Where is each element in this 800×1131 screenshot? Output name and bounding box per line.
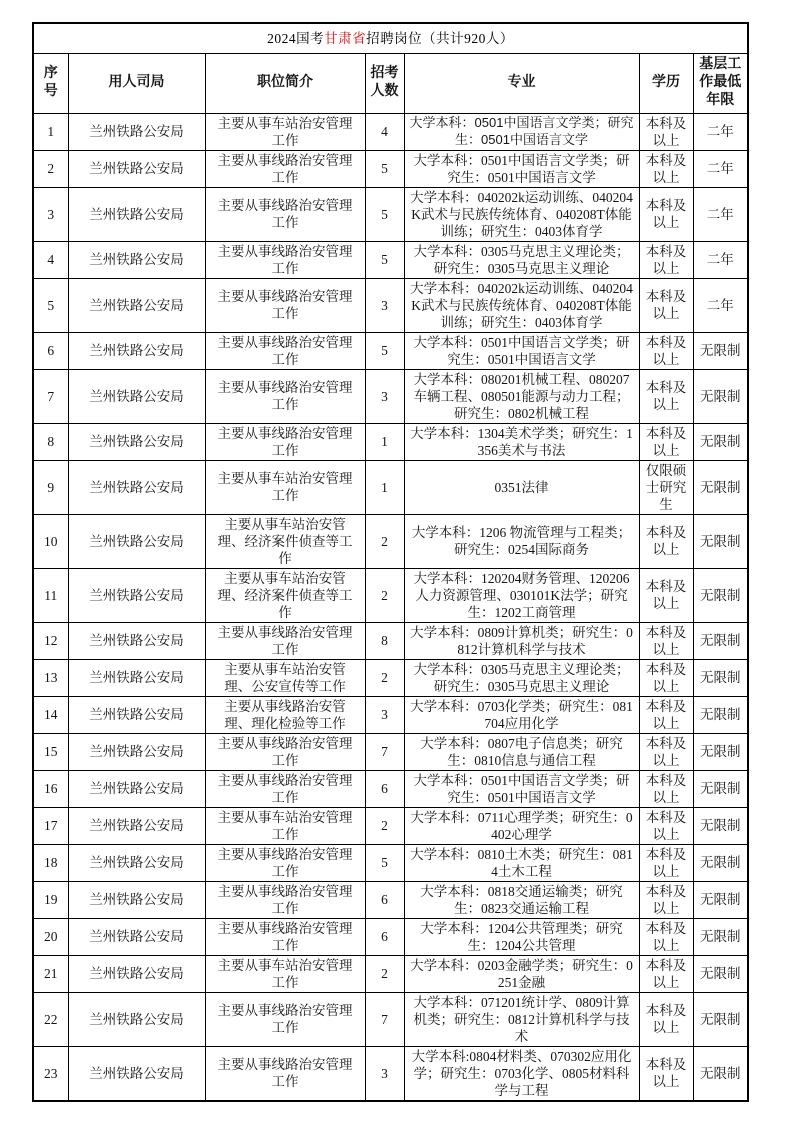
bureau-cell: 兰州铁路公安局 <box>68 881 205 918</box>
row-number-cell: 10 <box>33 514 68 568</box>
count-cell: 6 <box>365 770 404 807</box>
count-cell: 6 <box>365 881 404 918</box>
education-cell: 本科及以上 <box>639 369 693 423</box>
duty-cell: 主要从事线路治安管理工作 <box>205 881 365 918</box>
duty-cell: 主要从事车站治安管理工作 <box>205 807 365 844</box>
education-cell: 本科及以上 <box>639 278 693 332</box>
row-number-cell: 12 <box>33 622 68 659</box>
count-cell: 1 <box>365 460 404 514</box>
table-row <box>33 568 748 622</box>
education-cell: 本科及以上 <box>639 918 693 955</box>
bureau-cell: 兰州铁路公安局 <box>68 733 205 770</box>
count-cell: 3 <box>365 278 404 332</box>
table-row <box>33 514 748 568</box>
table-row <box>33 733 748 770</box>
min-years-cell: 无限制 <box>693 733 748 770</box>
table-row <box>33 460 748 514</box>
major-cell: 大学本科:0804材料类、070302应用化学；研究生：0703化学、0805材料科学与工程 <box>404 1046 639 1101</box>
table-row <box>33 955 748 992</box>
row-number-cell: 9 <box>33 460 68 514</box>
major-cell: 大学本科：1204公共管理类；研究生：1204公共管理 <box>404 918 639 955</box>
major-cell: 大学本科：0305马克思主义理论类；研究生：0305马克思主义理论 <box>404 241 639 278</box>
education-cell: 本科及以上 <box>639 770 693 807</box>
duty-cell: 主要从事线路治安管理工作 <box>205 187 365 241</box>
education-cell: 本科及以上 <box>639 514 693 568</box>
min-years-cell: 无限制 <box>693 568 748 622</box>
row-number-cell: 17 <box>33 807 68 844</box>
table-row <box>33 187 748 241</box>
duty-cell: 主要从事线路治安管理工作 <box>205 733 365 770</box>
bureau-cell: 兰州铁路公安局 <box>68 659 205 696</box>
bureau-cell: 兰州铁路公安局 <box>68 992 205 1046</box>
table-row <box>33 113 748 150</box>
education-cell: 本科及以上 <box>639 733 693 770</box>
count-cell: 2 <box>365 659 404 696</box>
title-part: 招聘岗位（共计920人） <box>366 31 514 46</box>
major-cell: 大学本科：120204财务管理、120206人力资源管理、030101K法学；研究生：1202工商管理 <box>404 568 639 622</box>
count-cell: 2 <box>365 568 404 622</box>
count-cell: 8 <box>365 622 404 659</box>
count-cell: 5 <box>365 241 404 278</box>
duty-cell: 主要从事线路治安管理工作 <box>205 278 365 332</box>
education-cell: 本科及以上 <box>639 568 693 622</box>
duty-cell: 主要从事线路治安管理工作 <box>205 992 365 1046</box>
bureau-cell: 兰州铁路公安局 <box>68 187 205 241</box>
row-number-cell: 15 <box>33 733 68 770</box>
duty-cell: 主要从事线路治安管理工作 <box>205 369 365 423</box>
title-highlight: 甘肃省 <box>324 31 367 46</box>
major-cell: 大学本科：0703化学类；研究生：081704应用化学 <box>404 696 639 733</box>
count-cell: 5 <box>365 150 404 187</box>
min-years-cell: 无限制 <box>693 514 748 568</box>
row-number-cell: 22 <box>33 992 68 1046</box>
major-cell: 大学本科：0711心理学类；研究生：0402心理学 <box>404 807 639 844</box>
education-cell: 本科及以上 <box>639 844 693 881</box>
bureau-cell: 兰州铁路公安局 <box>68 113 205 150</box>
row-number-cell: 19 <box>33 881 68 918</box>
table-row <box>33 278 748 332</box>
count-cell: 4 <box>365 113 404 150</box>
major-cell: 大学本科：080201机械工程、080207车辆工程、080501能源与动力工程；研究生：0802机械工程 <box>404 369 639 423</box>
min-years-cell: 二年 <box>693 187 748 241</box>
major-cell: 大学本科：0305马克思主义理论类；研究生：0305马克思主义理论 <box>404 659 639 696</box>
education-cell: 本科及以上 <box>639 241 693 278</box>
min-years-cell: 无限制 <box>693 369 748 423</box>
table-row <box>33 369 748 423</box>
bureau-cell: 兰州铁路公安局 <box>68 622 205 659</box>
education-cell: 本科及以上 <box>639 696 693 733</box>
row-number-cell: 6 <box>33 332 68 369</box>
education-cell: 本科及以上 <box>639 659 693 696</box>
major-cell: 大学本科：1206 物流管理与工程类；研究生：0254国际商务 <box>404 514 639 568</box>
table-row <box>33 992 748 1046</box>
count-cell: 5 <box>365 332 404 369</box>
count-cell: 1 <box>365 423 404 460</box>
education-cell: 本科及以上 <box>639 955 693 992</box>
count-cell: 5 <box>365 844 404 881</box>
duty-cell: 主要从事线路治安管理工作 <box>205 423 365 460</box>
min-years-cell: 无限制 <box>693 696 748 733</box>
bureau-cell: 兰州铁路公安局 <box>68 770 205 807</box>
duty-cell: 主要从事线路治安管理工作 <box>205 1046 365 1101</box>
duty-cell: 主要从事线路治安管理、理化检验等工作 <box>205 696 365 733</box>
education-cell: 本科及以上 <box>639 881 693 918</box>
major-cell: 大学本科：0810土木类；研究生：0814土木工程 <box>404 844 639 881</box>
table-row <box>33 770 748 807</box>
bureau-cell: 兰州铁路公安局 <box>68 918 205 955</box>
table-row <box>33 1046 748 1101</box>
education-cell: 仅限硕士研究生 <box>639 460 693 514</box>
count-cell: 7 <box>365 992 404 1046</box>
header-row <box>33 54 748 114</box>
row-number-cell: 1 <box>33 113 68 150</box>
major-cell: 0351法律 <box>404 460 639 514</box>
bureau-cell: 兰州铁路公安局 <box>68 150 205 187</box>
min-years-cell: 二年 <box>693 241 748 278</box>
row-number-cell: 13 <box>33 659 68 696</box>
count-cell: 7 <box>365 733 404 770</box>
row-number-cell: 11 <box>33 568 68 622</box>
duty-cell: 主要从事线路治安管理工作 <box>205 332 365 369</box>
recruitment-table-sheet <box>32 22 747 1102</box>
education-cell: 本科及以上 <box>639 150 693 187</box>
count-cell: 3 <box>365 369 404 423</box>
recruitment-table <box>32 22 749 1102</box>
bureau-cell: 兰州铁路公安局 <box>68 332 205 369</box>
col-header-major: 专业 <box>404 54 639 114</box>
major-cell: 大学本科：0501中国语言文学类；研究生：0501中国语言文学 <box>404 150 639 187</box>
table-row <box>33 659 748 696</box>
min-years-cell: 无限制 <box>693 423 748 460</box>
duty-cell: 主要从事车站治安管理工作 <box>205 460 365 514</box>
duty-cell: 主要从事车站治安管理、公安宣传等工作 <box>205 659 365 696</box>
major-cell: 大学本科：0807电子信息类；研究生：0810信息与通信工程 <box>404 733 639 770</box>
min-years-cell: 无限制 <box>693 881 748 918</box>
col-header-min-years: 基层工作最低年限 <box>693 54 748 114</box>
bureau-cell: 兰州铁路公安局 <box>68 423 205 460</box>
duty-cell: 主要从事车站治安管理工作 <box>205 955 365 992</box>
education-cell: 本科及以上 <box>639 1046 693 1101</box>
col-header-index: 序号 <box>33 54 68 114</box>
bureau-cell: 兰州铁路公安局 <box>68 241 205 278</box>
min-years-cell: 无限制 <box>693 622 748 659</box>
table-row <box>33 696 748 733</box>
bureau-cell: 兰州铁路公安局 <box>68 844 205 881</box>
min-years-cell: 无限制 <box>693 992 748 1046</box>
count-cell: 2 <box>365 514 404 568</box>
min-years-cell: 无限制 <box>693 918 748 955</box>
min-years-cell: 无限制 <box>693 460 748 514</box>
row-number-cell: 7 <box>33 369 68 423</box>
title-part: 2024国考 <box>267 31 325 46</box>
table-row <box>33 881 748 918</box>
major-cell: 大学本科：0501中国语言文学类；研究生：0501中国语言文学 <box>404 113 639 150</box>
title-row <box>33 23 748 54</box>
duty-cell: 主要从事车站治安管理工作 <box>205 113 365 150</box>
count-cell: 6 <box>365 918 404 955</box>
bureau-cell: 兰州铁路公安局 <box>68 1046 205 1101</box>
count-cell: 2 <box>365 955 404 992</box>
duty-cell: 主要从事线路治安管理工作 <box>205 622 365 659</box>
table-row <box>33 844 748 881</box>
count-cell: 3 <box>365 1046 404 1101</box>
page-title <box>33 23 748 54</box>
bureau-cell: 兰州铁路公安局 <box>68 514 205 568</box>
bureau-cell: 兰州铁路公安局 <box>68 369 205 423</box>
min-years-cell: 二年 <box>693 278 748 332</box>
bureau-cell: 兰州铁路公安局 <box>68 696 205 733</box>
table-row <box>33 332 748 369</box>
duty-cell: 主要从事线路治安管理工作 <box>205 150 365 187</box>
education-cell: 本科及以上 <box>639 332 693 369</box>
table-body <box>33 113 748 1101</box>
table-row <box>33 918 748 955</box>
table-row <box>33 807 748 844</box>
row-number-cell: 5 <box>33 278 68 332</box>
col-header-duty: 职位简介 <box>205 54 365 114</box>
row-number-cell: 18 <box>33 844 68 881</box>
duty-cell: 主要从事车站治安管理、经济案件侦查等工作 <box>205 514 365 568</box>
min-years-cell: 无限制 <box>693 332 748 369</box>
count-cell: 2 <box>365 807 404 844</box>
row-number-cell: 23 <box>33 1046 68 1101</box>
major-cell: 大学本科：071201统计学、0809计算机类；研究生：0812计算机科学与技术 <box>404 992 639 1046</box>
bureau-cell: 兰州铁路公安局 <box>68 460 205 514</box>
col-header-bureau: 用人司局 <box>68 54 205 114</box>
min-years-cell: 无限制 <box>693 1046 748 1101</box>
duty-cell: 主要从事线路治安管理工作 <box>205 918 365 955</box>
col-header-education: 学历 <box>639 54 693 114</box>
major-cell: 大学本科：0501中国语言文学类；研究生：0501中国语言文学 <box>404 332 639 369</box>
education-cell: 本科及以上 <box>639 622 693 659</box>
min-years-cell: 无限制 <box>693 844 748 881</box>
major-cell: 大学本科：0818交通运输类；研究生：0823交通运输工程 <box>404 881 639 918</box>
row-number-cell: 21 <box>33 955 68 992</box>
row-number-cell: 3 <box>33 187 68 241</box>
min-years-cell: 无限制 <box>693 807 748 844</box>
duty-cell: 主要从事车站治安管理、经济案件侦查等工作 <box>205 568 365 622</box>
duty-cell: 主要从事线路治安管理工作 <box>205 844 365 881</box>
min-years-cell: 无限制 <box>693 770 748 807</box>
education-cell: 本科及以上 <box>639 807 693 844</box>
table-row <box>33 241 748 278</box>
bureau-cell: 兰州铁路公安局 <box>68 278 205 332</box>
major-cell: 大学本科：040202k运动训练、040204K武术与民族传统体育、040208T体能训练；研究生：0403体育学 <box>404 278 639 332</box>
major-cell: 大学本科：0809计算机类；研究生：0812计算机科学与技术 <box>404 622 639 659</box>
table-row <box>33 622 748 659</box>
major-cell: 大学本科：1304美术学类；研究生：1356美术与书法 <box>404 423 639 460</box>
education-cell: 本科及以上 <box>639 187 693 241</box>
row-number-cell: 4 <box>33 241 68 278</box>
bureau-cell: 兰州铁路公安局 <box>68 807 205 844</box>
count-cell: 5 <box>365 187 404 241</box>
col-header-count: 招考人数 <box>365 54 404 114</box>
education-cell: 本科及以上 <box>639 992 693 1046</box>
education-cell: 本科及以上 <box>639 113 693 150</box>
education-cell: 本科及以上 <box>639 423 693 460</box>
bureau-cell: 兰州铁路公安局 <box>68 955 205 992</box>
row-number-cell: 8 <box>33 423 68 460</box>
bureau-cell: 兰州铁路公安局 <box>68 568 205 622</box>
major-cell: 大学本科：040202k运动训练、040204K武术与民族传统体育、040208T体能训练；研究生：0403体育学 <box>404 187 639 241</box>
duty-cell: 主要从事线路治安管理工作 <box>205 241 365 278</box>
min-years-cell: 二年 <box>693 150 748 187</box>
row-number-cell: 16 <box>33 770 68 807</box>
row-number-cell: 14 <box>33 696 68 733</box>
table-row <box>33 423 748 460</box>
duty-cell: 主要从事线路治安管理工作 <box>205 770 365 807</box>
row-number-cell: 2 <box>33 150 68 187</box>
count-cell: 3 <box>365 696 404 733</box>
major-cell: 大学本科：0501中国语言文学类；研究生：0501中国语言文学 <box>404 770 639 807</box>
major-cell: 大学本科：0203金融学类；研究生：0251金融 <box>404 955 639 992</box>
min-years-cell: 二年 <box>693 113 748 150</box>
min-years-cell: 无限制 <box>693 955 748 992</box>
min-years-cell: 无限制 <box>693 659 748 696</box>
row-number-cell: 20 <box>33 918 68 955</box>
table-row <box>33 150 748 187</box>
